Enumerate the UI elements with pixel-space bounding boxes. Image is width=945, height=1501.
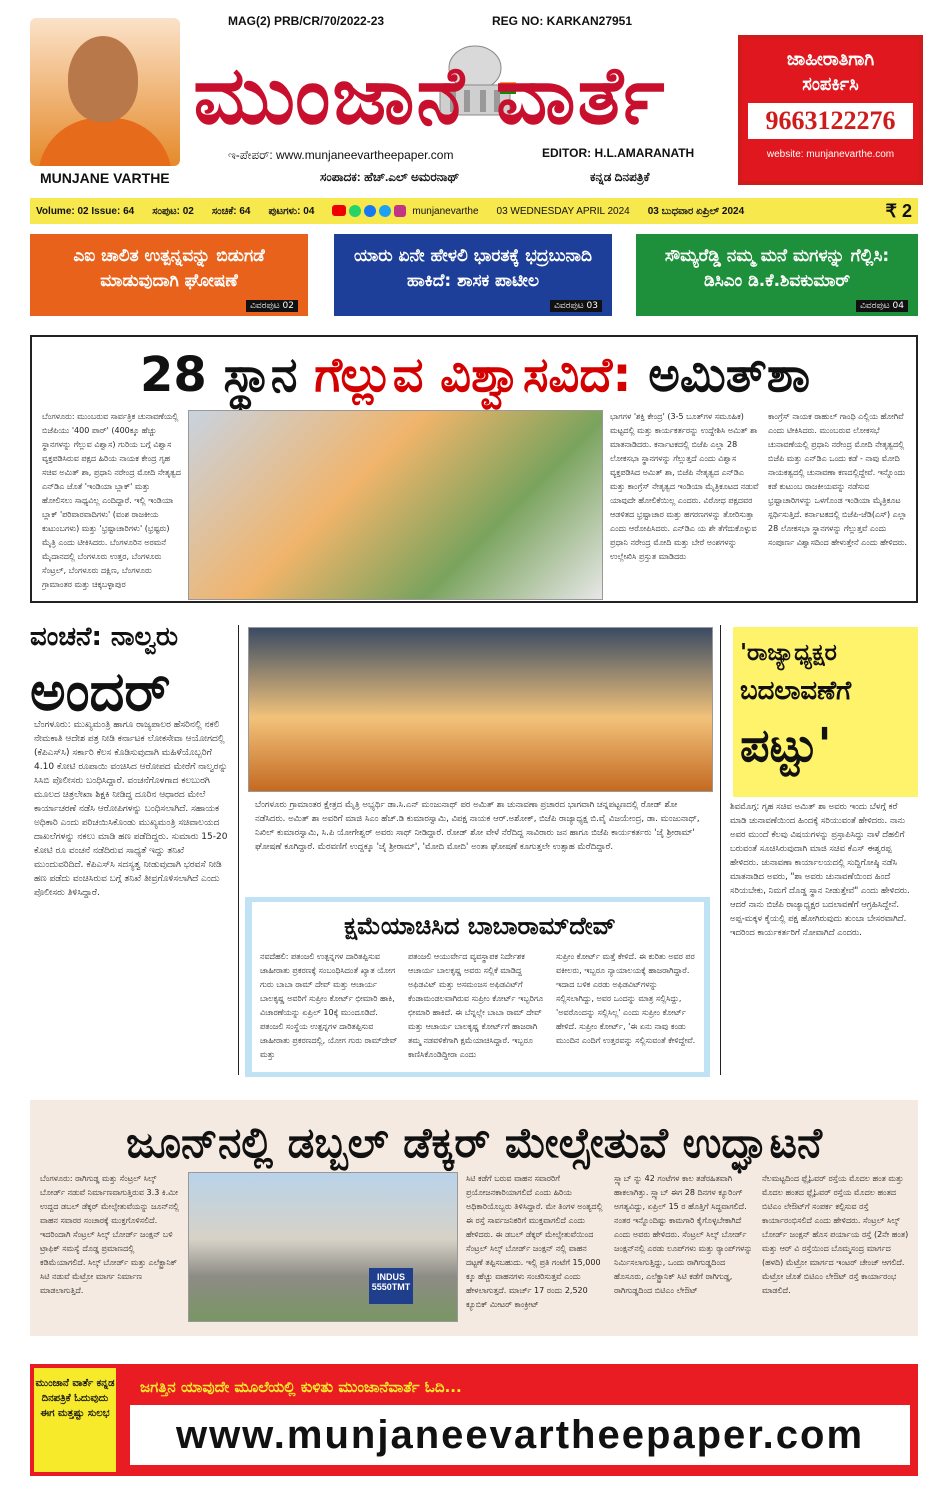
ad-contact-box (738, 35, 923, 185)
lead-column-3: ಕಾಂಗ್ರೆಸ್ ನಾಯಕ ರಾಹುಲ್ ಗಾಂಧಿ ಎಲ್ಲಿಯ ಹೋಗಿವೆ ಎಂದು ಟೀಕಿಸಿದರು. ಮುಂಬರುವ ಲೋಕಸಭೆ ಚುನಾವಣೆಯಲ್ಲಿ ಪ್ರಧಾನಿ ನರೇಂದ್ರ ಮೋದಿ ನೇತೃತ್ವದಲ್ಲಿ ಬಿಜೆಪಿ ಮತ್ತು ಎನ್‌ಡಿಎ ಒಂದು ಕಡೆ - ನಾವು ಮೋದಿ ನಾಯಕತ್ವದಲ್ಲಿ ಚುನಾವಣಾ ಕಣದಲ್ಲಿದ್ದೇವೆ. ಇನ್ನೊಂದು ಕಡೆ ಕುಟುಂಬ ರಾಜಕೀಯವನ್ನು ನಡೆಸುವ ಭ್ರಷ್ಟಾಚಾರಿಗಳನ್ನು ಒಳಗೊಂಡ ಇಂಡಿಯಾ ಮೈತ್ರಿಕೂಟ ಸ್ಪರ್ಧಿಸುತ್ತಿದೆ. ಕರ್ನಾಟಕದಲ್ಲಿ ಬಿಜೆಪಿ-ಜೆಡಿ(ಎಸ್) ಎಲ್ಲಾ 28 ಲೋಕಸಭಾ ಸ್ಥಾನಗಳನ್ನು ಗೆಲ್ಲುತ್ತವೆ ಎಂದು ಸಂಪೂರ್ಣ ವಿಶ್ವಾಸದಿಂದ ಹೇಳುತ್ತೇನೆ ಎಂದು ಹೇಳಿದರು. (768, 412, 908, 547)
footer-ad-left: ಮುಂಜಾನೆ ವಾರ್ತೆ ಕನ್ನಡ ದಿನಪತ್ರಿಕೆ ಓದುವುದು ಈಗ ಮತ್ತಷ್ಟು ಸುಲಭ (34, 1368, 116, 1472)
state-pres-line2: ಬದಲಾವಣೆಗೆ (740, 676, 852, 706)
fraud-headline[interactable]: ಅಂದರ್ (30, 660, 171, 723)
ramdev-column-1: ನವದೆಹಲಿ: ಪತಂಜಲಿ ಉತ್ಪನ್ನಗಳ ದಾರಿತಪ್ಪಿಸುವ ಜಾಹೀರಾತು ಪ್ರಕರಣಕ್ಕೆ ಸಂಬಂಧಿಸಿದಂತೆ ಖ್ಯಾತ ಯೋಗ ಗುರು ಬಾಬಾ ರಾಮ್ ದೇವ್ ಮತ್ತು ಆಚಾರ್ಯ ಬಾಲಕೃಷ್ಣ ಅವರಿಗೆ ಸುಪ್ರೀಂ ಕೋರ್ಟ್ ಛೀಮಾರಿ ಹಾಕಿ, ವಿಚಾರಣೆಯನ್ನು ಏಪ್ರಿಲ್ 10ಕ್ಕೆ ಮುಂದೂಡಿದೆ. ಪತಂಜಲಿ ಸಂಸ್ಥೆಯ ಉತ್ಪನ್ನಗಳ ದಾರಿತಪ್ಪಿಸುವ ಜಾಹೀರಾತು ಪ್ರಕರಣದಲ್ಲಿ, ಯೋಗ ಗುರು ರಾಮ್‌ದೇವ್ ಮತ್ತು (260, 952, 398, 1059)
newspaper-title: ಮುಂಜಾನೆ ವಾರ್ತೆ (193, 49, 667, 142)
teaser-box[interactable] (30, 234, 308, 316)
tagline: ಕನ್ನಡ ದಿನಪತ್ರಿಕೆ (590, 170, 650, 184)
lead-headline-part3: ಅಮಿತ್‌ಶಾ (648, 347, 811, 403)
facebook-icon[interactable] (364, 205, 376, 217)
epaper-link[interactable]: ಇ-ಪೇಪರ್: www.munjaneevartheepaper.com (228, 148, 454, 162)
ad-phone[interactable]: 9663122276 (748, 103, 913, 139)
social-icons[interactable] (332, 205, 406, 217)
lead-headline-part2: ಗೆಲ್ಲುವ ವಿಶ್ವಾಸವಿದೆ: (314, 347, 632, 403)
bridge-column-4: ನೆಲಮಟ್ಟದಿಂದ ಫ್ಲೈಓವರ್ ರಸ್ತೆಯ ಮೊದಲ ಹಂತ ಮತ್ತು ಮೊದಲ ಹಂತದ ಫ್ಲೈಓವರ್ ರಸ್ತೆಯ ಮೊದಲ ಹಂತದ ಬಿಟಿಎಂ ಲೇಔಟ್‌ಗೆ ಸಂಪರ್ಕ ಕಲ್ಪಿಸುವ ರಸ್ತೆ ಕಾರ್ಯಾರಂಭಿಸಲಿದೆ ಎಂದು ಹೇಳಿದರು. ಸೆಂಟ್ರಲ್ ಸಿಲ್ಕ್ ಬೋರ್ಡ್ ಜಂಕ್ಷನ್ ಹೊಸ ಪರ್ಯಾಯ ರಸ್ತೆ (2ನೇ ಹಂತ) ಮತ್ತು ಆರ್ ವಿ ರಸ್ತೆಯಿಂದ ಬೊಮ್ಮಸಂದ್ರ ಮಾರ್ಗದ (ಹಳದಿ) ಮೆಟ್ರೋ ಮಾರ್ಗದ ಇಂಟರ್ ಚೇಂಜ್ ಆಗಲಿದೆ. ಮೆಟ್ರೋ ಜೊತೆ ಬಿಟಿಎಂ ಲೇಔಟ್ ರಸ್ತೆ ಕಾರ್ಯಾರಂಭ ಮಾಡಲಿದೆ. (762, 1174, 909, 1295)
lead-photo (188, 410, 603, 600)
ramdev-column-2: ಪತಂಜಲಿ ಆಯುರ್ವೇದ ವ್ಯವಸ್ಥಾಪಕ ನಿರ್ದೇಶಕ ಆಚಾರ್ಯ ಬಾಲಕೃಷ್ಣ ಅವರು ಸಲ್ಲಿಕೆ ಮಾಡಿದ್ದ ಅಫಿಡವಿಟ್ ಮತ್ತು ಅಸಮಂಜಸ ಅಫಿಡವಿಟ್‌ಗೆ ಕೆಂಡಾಮಂಡಲವಾಗಿರುವ ಸುಪ್ರೀಂ ಕೋರ್ಟ್ ಇಬ್ಬರಿಗೂ ಛೀಮಾರಿ ಹಾಕಿದೆ. ಈ ಬೆನ್ನಲ್ಲೇ ಬಾಬಾ ರಾಮ್ ದೇವ್ ಮತ್ತು ಆಚಾರ್ಯ ಬಾಲಕೃಷ್ಣ ಕೋರ್ಟ್‌ಗೆ ಹಾಜರಾಗಿ ತಮ್ಮ ನಡವಳಿಕೆಗಾಗಿ ಕ್ಷಮೆಯಾಚಿಸಿದ್ದಾರೆ. ಇಬ್ಬರೂ ಕಾಣಿಸಿಕೊಂಡಿದ್ದೀರಾ ಎಂದು (408, 952, 544, 1059)
teaser-page: ವಿವರಪುಟ 02 (246, 300, 298, 312)
teaser-box[interactable] (636, 234, 918, 316)
ad-line2: ಸಂಪರ್ಕಿಸಿ (802, 74, 859, 95)
editor-en: EDITOR: H.L.AMARANATH (542, 146, 695, 160)
lead-column-2: ಭಾಗಗಳ 'ಶಕ್ತಿ ಕೇಂದ್ರ' (3-5 ಬೂತ್‌ಗಳ ಸಮೂಹಿಕ) ಮಟ್ಟದಲ್ಲಿ ಮತ್ತು ಕಾರ್ಯಕರ್ತರನ್ನು ಉದ್ದೇಶಿಸಿ ಅಮಿತ್ ಶಾ ಮಾತನಾಡಿದರು. ಕರ್ನಾಟಕದಲ್ಲಿ ಬಿಜೆಪಿ ಎಲ್ಲಾ 28 ಲೋಕಸಭಾ ಸ್ಥಾನಗಳನ್ನು ಗೆಲ್ಲುತ್ತದೆ ಎಂದು ವಿಶ್ವಾಸ ವ್ಯಕ್ತಪಡಿಸಿದ ಅಮಿತ್ ಶಾ, ಬಿಜೆಪಿ ನೇತೃತ್ವದ ಎನ್‌ಡಿಎ ಮತ್ತು ಕಾಂಗ್ರೆಸ್ ನೇತೃತ್ವದ ಇಂಡಿಯಾ ಮೈತ್ರಿಕೂಟದ ನಡುವೆ ಯಾವುದೇ ಹೋಲಿಕೆಯಿಲ್ಲ ಎಂದರು. ವಿರೋಧ ಪಕ್ಷದವರ ಆಡಳಿತದ ಭ್ರಷ್ಟಾಚಾರ ಮತ್ತು ಹಗರಣಗಳನ್ನು ತೋರಿಸುತ್ತಾ ಎಂದು ಆರೋಪಿಸಿದರು. ಎನ್‌ಡಿಎ ಯ ಶೇ ತೆಗೆದುಕೊಳ್ಳುವ ಪ್ರಧಾನಿ ನರೇಂದ್ರ ಮೋದಿ ಮತ್ತು ಬೇರೆ ಅಂಶಗಳನ್ನು ಉಲ್ಲೇಖಿಸಿ ಪ್ರಸ್ತುತ ಮಾಡಿದರು (610, 412, 759, 561)
issue-samputa: ಸಂಪುಟ: 02 (152, 205, 194, 217)
footer-url[interactable]: www.munjaneevartheepaper.com (130, 1405, 910, 1465)
billboard: INDUS 5550TMT (369, 1268, 413, 1304)
ad-website[interactable]: website: munjanevarthe.com (766, 149, 895, 160)
teaser-text: ಎಐ ಚಾಲಿತ ಉತ್ಪನ್ನವನ್ನು ಬಿಡುಗಡೆ ಮಾಡುವುದಾಗಿ ಘೋಷಣೆ (73, 246, 265, 291)
fraud-kicker: ವಂಚನೆ: ನಾಲ್ವರು (30, 622, 179, 652)
lead-headline-part1: 28 ಸ್ಥಾನ (139, 347, 298, 403)
fraud-body: ಬೆಂಗಳೂರು: ಮುಖ್ಯಮಂತ್ರಿ ಹಾಗೂ ರಾಜ್ಯಪಾಲರ ಹೆಸರಿನಲ್ಲಿ ನಕಲಿ ನೇಮಕಾತಿ ಆದೇಶ ಪತ್ರ ನೀಡಿ ಕರ್ನಾಟಕ ಲೋಕಸೇವಾ ಆಯೋಗದಲ್ಲಿ (ಕೆಪಿಎಸ್‌ಸಿ) ಸರ್ಕಾರಿ ಕೆಲಸ ಕೊಡಿಸುವುದಾಗಿ ಮಹಿಳೆಯೊಬ್ಬರಿಗೆ 4.10 ಕೋಟಿ ರೂಪಾಯಿ ವಂಚಿಸಿದ ಆರೋಪದ ಮೇರೆಗೆ ನಾಲ್ವರನ್ನು ಸಿಸಿಬಿ ಪೊಲೀಸರು ಬಂಧಿಸಿದ್ದಾರೆ. ವಂಚನೆಗೊಳಗಾದ ಕಲಬುರಗಿ ಮೂಲದ ಚಿತ್ರಲೇಖಾ ಶಿಕ್ಷಕಿ ನೀಡಿದ್ದ ದೂರಿನ ಆಧಾರದ ಮೇಲೆ ಕಾರ್ಯಾಚರಣೆ ನಡೆಸಿ ಆರೋಪಿಗಳನ್ನು ಬಂಧಿಸಲಾಗಿದೆ. ಸಹಾಯಕ ಅಧಿಕಾರಿ ಎಂದು ಪರಿಚಯಿಸಿಕೊಂಡು ಮುಖ್ಯಮಂತ್ರಿ ಸಚಿವಾಲಯದ ದಾಖಲೆಗಳನ್ನು ನಕಲು ಮಾಡಿ ಹಣ ಪಡೆದಿದ್ದರು. ಸುಮಾರು 15-20 ಕೋಟಿ ರೂ ವಂಚನೆ ನಡೆದಿರುವ ಸಾಧ್ಯತೆ ಇದ್ದು ತನಿಖೆ ಮುಂದುವರಿದಿದೆ. ಕೆಪಿಎಸ್‌ಸಿ ಸದಸ್ಯತ್ವ ನೀಡುವುದಾಗಿ ಭರವಸೆ ನೀಡಿ ಹಣ ಪಡೆದು ವಂಚಿಸಿರುವ ಬಗ್ಗೆ ತನಿಖೆ ತೀವ್ರಗೊಳಿಸಲಾಗಿದೆ ಎಂದು ಪೊಲೀಸರು ತಿಳಿಸಿದ್ದಾರೆ. (34, 720, 228, 898)
issue-pages: ಪುಟಗಳು: 04 (268, 205, 315, 217)
registration: MAG(2) PRB/CR/70/2022-23 (228, 14, 385, 28)
editor-kn: ಸಂಪಾದಕ: ಹೆಚ್.ಎಲ್ ಅಮರನಾಥ್ (320, 170, 460, 184)
ramdev-column-3: ಸುಪ್ರೀಂ ಕೋರ್ಟ್ ಮತ್ತೆ ಕೇಳಿದೆ. ಈ ಕುರಿತು ಅವರ ಪರ ವಕೀಲರು, ಇಬ್ಬರೂ ನ್ಯಾಯಾಲಯಕ್ಕೆ ಹಾಜರಾಗಿದ್ದಾರೆ. ಇದಾದ ಬಳಿಕ ಎರಡು ಅಫಿಡವಿಟ್‌ಗಳನ್ನು ಸಲ್ಲಿಸಲಾಗಿದ್ದು, ಅವರ ಒಂದನ್ನು ಮಾತ್ರ ಸಲ್ಲಿಸಿದ್ದು, 'ಅವರೊಂದನ್ನು ಸಲ್ಲಿಸಿಲ್ಲ' ಎಂದು ಸುಪ್ರೀಂ ಕೋರ್ಟ್ ಹೇಳಿದೆ. ಸುಪ್ರೀಂ ಕೋರ್ಟ್, 'ಈ ಏನು ನಾವು ಕಂಡು ಮುಂದಿನ ಎಂದಿಗೆ ಉತ್ತರವನ್ನು ಸಲ್ಲಿಸುವಂತೆ ಕೇಳಿದ್ದೇವೆ. (556, 952, 696, 1045)
teaser-page: ವಿವರಪುಟ 04 (856, 300, 908, 312)
state-pres-body: ಶಿವಮೊಗ್ಗ: ಗೃಹ ಸಚಿವ ಅಮಿತ್ ಶಾ ಅವರು ಇಂದು ಬೆಳಗ್ಗೆ ಕರೆ ಮಾಡಿ ಚುನಾವಣೆಯಿಂದ ಹಿಂದಕ್ಕೆ ಸರಿಯುವಂತೆ ಹೇಳಿದರು. ನಾನು ಅವರ ಮುಂದೆ ಕೆಲವು ವಿಷಯಗಳನ್ನು ಪ್ರಸ್ತಾಪಿಸಿದ್ದು ನಾಳೆ ದೆಹಲಿಗೆ ಬರುವಂತೆ ಸೂಚಿಸಿರುವುದಾಗಿ ಮಾಜಿ ಸಚಿವ ಕೆಎಸ್ ಈಶ್ವರಪ್ಪ ಹೇಳಿದರು. ಚುನಾವಣಾ ಕಾರ್ಯಾಲಯದಲ್ಲಿ ಸುದ್ದಿಗೋಷ್ಠಿ ನಡೆಸಿ ಮಾತನಾಡಿದ ಅವರು, "ಶಾ ಅವರು ಚುನಾವಣೆಯಿಂದ ಹಿಂದೆ ಸರಿಯಬೇಕು, ನಿಮಗೆ ದೊಡ್ಡ ಸ್ಥಾನ ನೀಡುತ್ತೇವೆ" ಎಂದು ಹೇಳಿದರು. ಆದರೆ ನಾನು ಬಿಜೆಪಿ ರಾಜ್ಯಾಧ್ಯಕ್ಷರ ಬದಲಾವಣೆಗೆ ಆಗ್ರಹಿಸಿದ್ದೇನೆ. ಅಪ್ಪ-ಮಕ್ಕಳ ಕೈಯಲ್ಲಿ ಪಕ್ಷ ಹೋಗಿರುವುದು ತುಂಬಾ ಬೇಸರವಾಗಿದೆ. ಇದರಿಂದ ಕಾರ್ಯಕರ್ತರಿಗೆ ನೋವಾಗಿದೆ ಎಂದರು. (730, 802, 910, 938)
bridge-column-3: ಸ್ಲ್ಯಾಬ್ ನ್ನು 42 ಗಂಟೆಗಳ ಕಾಲ ತಡೆರಹಿತವಾಗಿ ಹಾಕಲಾಗಿತ್ತು. ಸ್ಲ್ಯಾಬ್ ಈಗ 28 ದಿನಗಳ ಕ್ಯೂರಿಂಗ್ ಅಗತ್ಯವಿದ್ದು, ಏಪ್ರಿಲ್ 15 ರ ಹೊತ್ತಿಗೆ ಸಿದ್ಧವಾಗಲಿದೆ. ನಂತರ ಇನ್ನೊಂದಿಷ್ಟು ಕಾಮಗಾರಿ ಕೈಗೊಳ್ಳಬೇಕಾಗಿದೆ ಎಂದು ಅವರು ಹೇಳಿದರು. ಸೆಂಟ್ರಲ್ ಸಿಲ್ಕ್ ಬೋರ್ಡ್ ಜಂಕ್ಷನ್‌ನಲ್ಲಿ ಎರಡು ಲೂಪ್‌ಗಳು ಮತ್ತು ರ್‍ಯಾಂಪ್‌ಗಳನ್ನು ನಿರ್ಮಿಸಲಾಗುತ್ತಿದ್ದು, ಒಂದು ರಾಗಿಗುಡ್ಡದಿಂದ ಹೊಸೂರು, ಎಲೆಕ್ಟ್ರಾನಿಕ್ ಸಿಟಿ ಕಡೆಗೆ ರಾಗಿಗುಡ್ಡ, ರಾಗಿಗುಡ್ಡದಿಂದ ಬಿಟಿಎಂ ಲೇಔಟ್ (614, 1174, 753, 1295)
state-pres-line1: 'ರಾಜ್ಯಾಧ್ಯಕ್ಷರ (740, 640, 837, 666)
reg-no: REG NO: KARKAN27951 (492, 14, 633, 28)
issue-sanchike: ಸಂಚಿಕೆ: 64 (211, 205, 251, 217)
price: ₹ 2 (885, 200, 912, 221)
footer-tagline: ಜಗತ್ತಿನ ಯಾವುದೇ ಮೂಲೆಯಲ್ಲಿ ಕುಳಿತು ಮುಂಜಾನೆವಾರ್ತೆ ಓದಿ... (140, 1378, 462, 1396)
twitter-icon[interactable] (379, 205, 391, 217)
column-divider (720, 625, 721, 1075)
bridge-column-2: ಸಿಟಿ ಕಡೆಗೆ ಬರುವ ವಾಹನ ಸವಾರರಿಗೆ ಪ್ರಯೋಜನಕಾರಿಯಾಗಲಿದೆ ಎಂದು ಹಿರಿಯ ಅಧಿಕಾರಿಯೊಬ್ಬರು ತಿಳಿಸಿದ್ದಾರೆ. ಮೇ ತಿಂಗಳ ಅಂತ್ಯದಲ್ಲಿ ಈ ರಸ್ತೆ ಸಾರ್ವಜನಿಕರಿಗೆ ಮುಕ್ತವಾಗಲಿದೆ ಎಂದು ಹೇಳಿದರು. ಈ ಡಬಲ್ ಡೆಕ್ಕರ್ ಮೇಲ್ಸೇತುವೆಯಿಂದ ಸೆಂಟ್ರಲ್ ಸಿಲ್ಕ್ ಬೋರ್ಡ್ ಜಂಕ್ಷನ್ ನಲ್ಲಿ ವಾಹನ ದಟ್ಟಣೆ ತಪ್ಪಿಸಬಹುದು. ಇಲ್ಲಿ ಪ್ರತಿ ಗಂಟೆಗೆ 15,000 ಕ್ಕೂ ಹೆಚ್ಚು ವಾಹನಗಳು ಸಂಚರಿಸುತ್ತವೆ ಎಂದು ಹೇಳಲಾಗುತ್ತದೆ. ಮಾರ್ಚ್ 17 ರಂದು 2,520 ಕ್ಯೂಬಿಕ್ ಮೀಟರ್ ಕಾಂಕ್ರೀಟ್ (466, 1174, 603, 1309)
english-name: MUNJANE VARTHE (40, 170, 170, 186)
bridge-column-1: ಬೆಂಗಳೂರು: ರಾಗಿಗುಡ್ಡ ಮತ್ತು ಸೆಂಟ್ರಲ್ ಸಿಲ್ಕ್ ಬೋರ್ಡ್ ನಡುವೆ ನಿರ್ಮಾಣವಾಗುತ್ತಿರುವ 3.3 ಕಿ.ಮೀ ಉದ್ದದ ಡಬಲ್ ಡೆಕ್ಕರ್ ಮೇಲ್ಸೇತುವೆಯನ್ನು ಜೂನ್‌ನಲ್ಲಿ ವಾಹನ ಸವಾರರ ಸಂಚಾರಕ್ಕೆ ಮುಕ್ತಗೊಳಿಸಲಿದೆ. ಇದರಿಂದಾಗಿ ಸೆಂಟ್ರಲ್ ಸಿಲ್ಕ್ ಬೋರ್ಡ್ ಜಂಕ್ಷನ್ ಬಳಿ ಟ್ರಾಫಿಕ್ ಸಮಸ್ಯೆ ದೊಡ್ಡ ಪ್ರಮಾಣದಲ್ಲಿ ಕಡಿಮೆಯಾಗಲಿದೆ. ಸಿಲ್ಕ್ ಬೋರ್ಡ್ ಮತ್ತು ಎಲೆಕ್ಟ್ರಾನಿಕ್ ಸಿಟಿ ನಡುವೆ ಮೆಟ್ರೋ ಮಾರ್ಗ ನಿರ್ಮಾಣ ಮಾಡಲಾಗುತ್ತಿದೆ. (40, 1174, 179, 1295)
rally-photo (248, 627, 713, 792)
bridge-headline[interactable]: ಜೂನ್‌ನಲ್ಲಿ ಡಬ್ಬಲ್ ಡೆಕ್ಕರ್ ಮೇಲ್ಸೇತುವೆ ಉದ್ಘಾಟನೆ (125, 1118, 823, 1167)
teaser-text: ಯಾರು ಏನೇ ಹೇಳಲಿ ಭಾರತಕ್ಕೆ ಭದ್ರಬುನಾದಿ ಹಾಕಿದೆ: ಶಾಸಕ ಪಾಟೀಲ (354, 246, 592, 291)
state-pres-line3[interactable]: ಪಟ್ಟು' (740, 718, 832, 772)
youtube-icon[interactable] (332, 205, 346, 216)
teaser-page: ವಿವರಪುಟ 03 (550, 300, 602, 312)
lead-headline[interactable] (40, 345, 910, 405)
bridge-photo (188, 1172, 458, 1322)
teaser-text: ಸೌಮ್ಯರೆಡ್ಡಿ ನಮ್ಮ ಮನೆ ಮಗಳನ್ನು ಗೆಲ್ಲಿಸಿ: ಡಿಸಿಎಂ ಡಿ.ಕೆ.ಶಿವಕುಮಾರ್ (664, 246, 890, 291)
social-handle[interactable]: munjanevarthe (412, 205, 479, 217)
column-divider (238, 625, 239, 1075)
date-kn: 03 ಬುಧವಾರ ಏಪ್ರಿಲ್ 2024 (647, 205, 745, 217)
ramdev-headline[interactable]: ಕ್ಷಮೆಯಾಚಿಸಿದ ಬಾಬಾರಾಮ್‌ದೇವ್ (344, 912, 616, 940)
date-en: 03 WEDNESDAY APRIL 2024 (496, 205, 630, 217)
whatsapp-icon[interactable] (349, 205, 361, 217)
instagram-icon[interactable] (394, 205, 406, 217)
lead-column-1: ಬೆಂಗಳೂರು: ಮುಂಬರುವ ಸಾರ್ವತ್ರಿಕ ಚುನಾವಣೆಯಲ್ಲಿ ಬಿಜೆಪಿಯು '400 ಪಾರ್' (400ಕ್ಕೂ ಹೆಚ್ಚು ಸ್ಥಾನಗಳನ್ನು ಗೆಲ್ಲುವ ವಿಶ್ವಾಸ) ಗುರಿಯ ಬಗ್ಗೆ ವಿಶ್ವಾಸ ವ್ಯಕ್ತಪಡಿಸಿರುವ ಪಕ್ಷದ ಹಿರಿಯ ನಾಯಕ ಕೇಂದ್ರ ಗೃಹ ಸಚಿವ ಅಮಿತ್ ಶಾ, ಪ್ರಧಾನಿ ನರೇಂದ್ರ ಮೋದಿ ನೇತೃತ್ವದ ಎನ್‌ಡಿಎ ಜೊತೆ 'ಇಂಡಿಯಾ ಬ್ಲಾಕ್' ಮತ್ತು ಹೋಲಿಸಲು ಸಾಧ್ಯವಿಲ್ಲ ಎಂದಿದ್ದಾರೆ. ಇಲ್ಲಿ ಇಂಡಿಯಾ ಬ್ಲಾಕ್ 'ಪರಿವಾರವಾದಿಗಳು' (ವಂಶ ರಾಜಕೀಯ ಕುಟುಂಬಗಳು) ಮತ್ತು 'ಭ್ರಷ್ಟಾಚಾರಿಗಳು' (ಭ್ರಷ್ಟರು) ಮೈತ್ರಿ ಎಂದು ಟೀಕಿಸಿದರು. ಬೆಂಗಳೂರಿನ ಅರಮನೆ ಮೈದಾನದಲ್ಲಿ ಬೆಂಗಳೂರು ಉತ್ತರ, ಬೆಂಗಳೂರು ಸೆಂಟ್ರಲ್, ಬೆಂಗಳೂರು ದಕ್ಷಿಣ, ಬೆಂಗಳೂರು ಗ್ರಾಮಾಂತರ ಮತ್ತು ಚಿಕ್ಕಬಳ್ಳಾಪುರ (42, 412, 181, 589)
ad-line1: ಜಾಹೀರಾತಿಗಾಗಿ (786, 49, 875, 70)
issue-strip (30, 198, 918, 224)
rally-caption: ಬೆಂಗಳೂರು ಗ್ರಾಮಾಂತರ ಕ್ಷೇತ್ರದ ಮೈತ್ರಿ ಅಭ್ಯರ್ಥಿ ಡಾ.ಸಿ.ಎನ್ ಮಂಜುನಾಥ್ ಪರ ಅಮಿತ್ ಶಾ ಚುನಾವಣಾ ಪ್ರಚಾರದ ಭಾಗವಾಗಿ ಚನ್ನಪಟ್ಟಣದಲ್ಲಿ ರೋಡ್ ಶೋ ನಡೆಸಿದರು. ಅಮಿತ್ ಶಾ ಅವರಿಗೆ ಮಾಜಿ ಸಿಎಂ ಹೆಚ್.ಡಿ ಕುಮಾರಸ್ವಾಮಿ, ವಿಪಕ್ಷ ನಾಯಕ ಆರ್.ಅಶೋಕ್, ಬಿಜೆಪಿ ರಾಜ್ಯಾಧ್ಯಕ್ಷ ಬಿ.ವೈ ವಿಜಯೇಂದ್ರ, ಡಾ. ಮಂಜುನಾಥ್, ನಿಖಿಲ್ ಕುಮಾರಸ್ವಾಮಿ, ಸಿ.ಪಿ ಯೋಗೇಶ್ವರ್ ಅವರು ಸಾಥ್ ನೀಡಿದ್ದಾರೆ. ರೋಡ್ ಶೋ ವೇಳೆ ನೆರೆದಿದ್ದ ಸಾವಿರಾರು ಜನ ಹಾಗೂ ಬಿಜೆಪಿ ಕಾರ್ಯಕರ್ತರು 'ಜೈ ಶ್ರೀರಾಮ್' ಘೋಷಣೆ ಕೂಗಿದ್ದಾರೆ. ಮೆರವಣಿಗೆ ಉದ್ದಕ್ಕೂ 'ಜೈ ಶ್ರೀರಾಮ್', 'ಮೋದಿ ಮೋದಿ' ಅಂತಾ ಘೋಷಣೆ ಕೂಗುತ್ತಲೇ ಉತ್ಸಾಹ ಮೆರೆದಿದ್ದಾರೆ. (255, 800, 700, 852)
issue-volume: Volume: 02 Issue: 64 (36, 205, 135, 217)
teaser-box[interactable] (334, 234, 612, 316)
